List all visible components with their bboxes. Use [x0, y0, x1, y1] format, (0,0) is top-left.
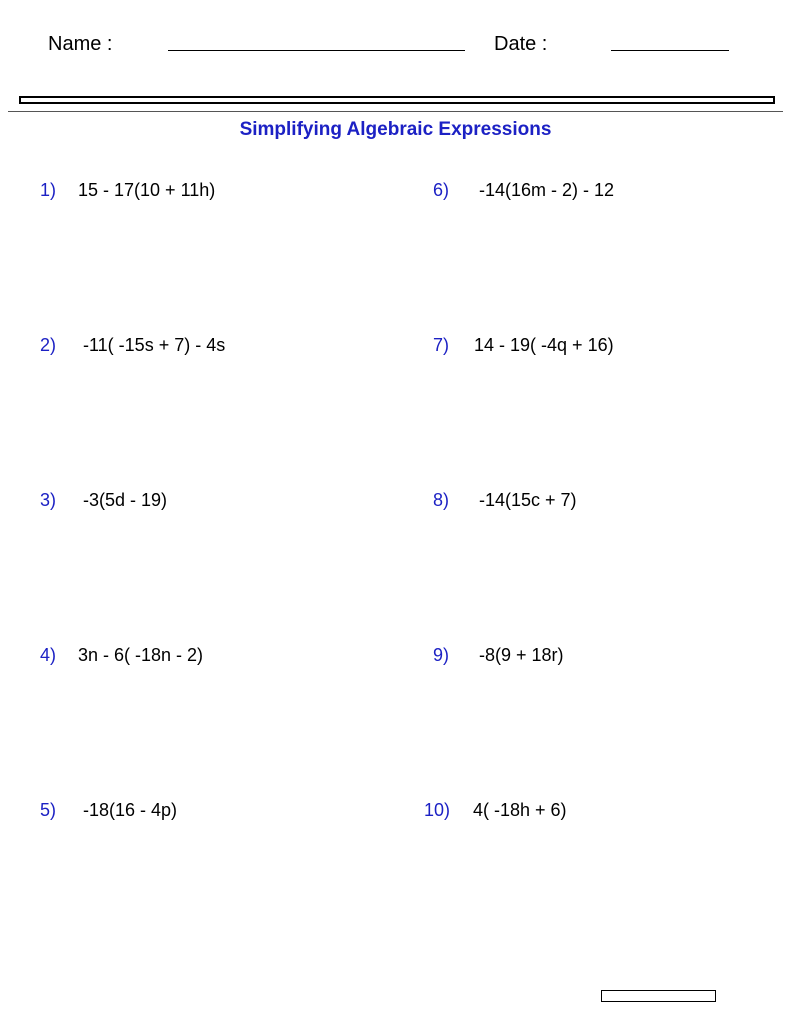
problem-expression: -14(16m - 2) - 12: [479, 180, 615, 200]
problem-number: 1): [40, 180, 57, 200]
problem-number: 9): [433, 645, 450, 665]
name-blank-line: [168, 50, 465, 51]
problem-expression: -3(5d - 19): [83, 490, 168, 510]
problem-number: 6): [433, 180, 450, 200]
problem-expression: -14(15c + 7): [479, 490, 577, 510]
problem-number: 8): [433, 490, 450, 510]
problem-number: 4): [40, 645, 57, 665]
problem-expression: -8(9 + 18r): [479, 645, 564, 665]
date-blank-line: [611, 50, 729, 51]
answer-box: [601, 990, 716, 1002]
problem-number: 5): [40, 800, 57, 820]
problem-number: 2): [40, 335, 57, 355]
problem-number: 10): [424, 800, 451, 820]
header-double-rule: [19, 96, 775, 104]
problem-number: 7): [433, 335, 450, 355]
worksheet-title: Simplifying Algebraic Expressions: [239, 119, 552, 140]
problem-expression: 4( -18h + 6): [473, 800, 567, 820]
date-label: Date :: [494, 33, 548, 55]
problem-expression: 3n - 6( -18n - 2): [78, 645, 204, 665]
header-thin-rule: [8, 111, 783, 112]
problem-expression: 15 - 17(10 + 11h): [78, 180, 216, 200]
problem-expression: 14 - 19( -4q + 16): [474, 335, 614, 355]
problem-expression: -11( -15s + 7) - 4s: [83, 335, 226, 355]
problem-number: 3): [40, 490, 57, 510]
name-label: Name :: [48, 33, 113, 55]
problem-expression: -18(16 - 4p): [83, 800, 178, 820]
